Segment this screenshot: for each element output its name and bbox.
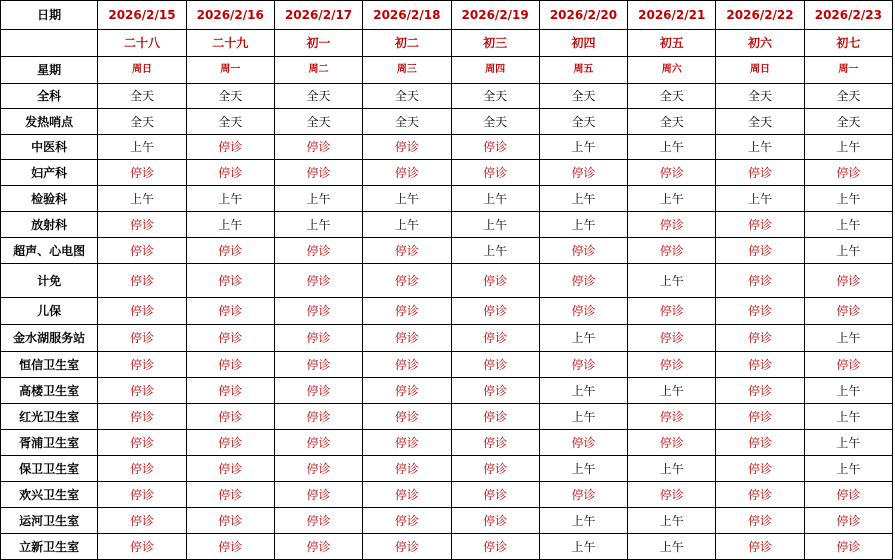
schedule-cell: 停诊 [451,534,539,560]
schedule-cell: 上午 [539,508,627,534]
date-cell: 2026/2/20 [539,1,627,30]
schedule-cell: 停诊 [451,298,539,325]
schedule-cell: 停诊 [716,264,804,298]
dept-name: 发热哨点 [1,109,98,135]
weekday-cell: 周一 [186,57,274,84]
schedule-cell: 停诊 [274,352,362,378]
schedule-cell: 停诊 [804,160,892,186]
lunar-cell: 二十八 [98,30,186,57]
schedule-cell: 停诊 [186,325,274,352]
schedule-cell: 停诊 [186,238,274,264]
schedule-cell: 停诊 [363,378,451,404]
schedule-cell: 上午 [716,186,804,212]
dept-name: 立新卫生室 [1,534,98,560]
schedule-cell: 上午 [186,186,274,212]
schedule-cell: 停诊 [539,298,627,325]
lunar-cell: 初四 [539,30,627,57]
schedule-cell: 停诊 [539,264,627,298]
schedule-cell: 停诊 [451,404,539,430]
schedule-cell: 停诊 [363,135,451,160]
dept-row [1,186,893,212]
dept-name: 欢兴卫生室 [1,482,98,508]
lunar-cell: 初三 [451,30,539,57]
schedule-cell: 停诊 [186,264,274,298]
schedule-cell: 停诊 [804,352,892,378]
schedule-cell: 全天 [274,109,362,135]
schedule-cell: 上午 [274,212,362,238]
schedule-cell: 全天 [363,109,451,135]
schedule-cell: 停诊 [716,325,804,352]
lunar-cell: 初七 [804,30,892,57]
schedule-cell: 停诊 [628,325,716,352]
schedule-cell: 停诊 [716,456,804,482]
schedule-cell: 停诊 [363,404,451,430]
schedule-cell: 全天 [98,84,186,109]
lunar-cell: 初五 [628,30,716,57]
schedule-cell: 停诊 [274,325,362,352]
schedule-cell: 停诊 [186,430,274,456]
schedule-cell: 停诊 [363,160,451,186]
schedule-cell: 停诊 [451,325,539,352]
weekday-cell: 周六 [628,57,716,84]
schedule-cell: 上午 [274,186,362,212]
dept-name: 儿保 [1,298,98,325]
schedule-cell: 停诊 [716,534,804,560]
schedule-cell: 停诊 [363,482,451,508]
weekday-cell: 周日 [716,57,804,84]
schedule-cell: 停诊 [98,325,186,352]
schedule-cell: 上午 [628,264,716,298]
weekday-cell: 周五 [539,57,627,84]
dept-name: 高楼卫生室 [1,378,98,404]
schedule-cell: 停诊 [628,430,716,456]
weekday-cell: 周日 [98,57,186,84]
schedule-cell: 停诊 [451,352,539,378]
schedule-cell: 停诊 [628,298,716,325]
schedule-cell: 停诊 [98,404,186,430]
schedule-cell: 停诊 [274,482,362,508]
schedule-cell: 停诊 [186,456,274,482]
schedule-cell: 上午 [804,212,892,238]
dept-name: 计免 [1,264,98,298]
schedule-cell: 停诊 [186,298,274,325]
schedule-cell: 上午 [628,378,716,404]
dept-row [1,508,893,534]
date-cell: 2026/2/21 [628,1,716,30]
schedule-cell: 停诊 [274,534,362,560]
schedule-cell: 上午 [539,534,627,560]
schedule-cell: 停诊 [539,430,627,456]
schedule-cell: 停诊 [363,352,451,378]
schedule-cell: 停诊 [274,404,362,430]
schedule-cell: 上午 [804,135,892,160]
dept-row [1,352,893,378]
schedule-cell: 停诊 [363,456,451,482]
schedule-cell: 停诊 [186,352,274,378]
dept-row [1,109,893,135]
dept-row [1,378,893,404]
schedule-cell: 上午 [451,212,539,238]
schedule-cell: 上午 [539,135,627,160]
schedule-cell: 全天 [804,84,892,109]
schedule-cell: 停诊 [628,352,716,378]
weekday-cell: 周一 [804,57,892,84]
dept-name: 放射科 [1,212,98,238]
dept-row [1,264,893,298]
schedule-cell: 停诊 [716,160,804,186]
schedule-cell: 停诊 [186,378,274,404]
schedule-cell: 停诊 [363,508,451,534]
weekday-cell: 周三 [363,57,451,84]
schedule-cell: 停诊 [539,238,627,264]
schedule-cell: 停诊 [451,456,539,482]
dept-row [1,212,893,238]
schedule-cell: 停诊 [716,430,804,456]
schedule-cell: 全天 [451,109,539,135]
schedule-cell: 上午 [628,186,716,212]
schedule-cell: 停诊 [628,482,716,508]
schedule-cell: 停诊 [363,534,451,560]
lunar-cell: 初二 [363,30,451,57]
schedule-cell: 停诊 [274,238,362,264]
schedule-cell: 停诊 [98,482,186,508]
schedule-cell: 上午 [628,534,716,560]
schedule-cell: 停诊 [98,456,186,482]
schedule-cell: 停诊 [98,508,186,534]
dept-name: 检验科 [1,186,98,212]
dept-row [1,534,893,560]
schedule-cell: 停诊 [628,238,716,264]
schedule-cell: 上午 [804,456,892,482]
schedule-cell: 停诊 [451,482,539,508]
schedule-cell: 停诊 [628,404,716,430]
schedule-cell: 上午 [186,212,274,238]
schedule-cell: 停诊 [804,482,892,508]
schedule-cell: 全天 [804,109,892,135]
schedule-cell: 上午 [539,186,627,212]
dept-name: 恒信卫生室 [1,352,98,378]
schedule-cell: 停诊 [98,264,186,298]
weekday-row [1,57,893,84]
schedule-cell: 上午 [451,186,539,212]
dept-name: 胥浦卫生室 [1,430,98,456]
schedule-cell: 停诊 [451,378,539,404]
schedule-cell: 全天 [186,109,274,135]
schedule-cell: 停诊 [274,135,362,160]
schedule-cell: 全天 [186,84,274,109]
schedule-cell: 上午 [628,135,716,160]
schedule-cell: 停诊 [186,482,274,508]
date-cell: 2026/2/22 [716,1,804,30]
schedule-cell: 停诊 [716,482,804,508]
date-cell: 2026/2/23 [804,1,892,30]
schedule-cell: 上午 [539,325,627,352]
schedule-cell: 停诊 [186,534,274,560]
schedule-cell: 上午 [363,186,451,212]
dept-row [1,135,893,160]
schedule-cell: 停诊 [363,325,451,352]
schedule-cell: 停诊 [274,264,362,298]
schedule-cell: 停诊 [451,430,539,456]
dept-name: 中医科 [1,135,98,160]
weekday-cell: 周四 [451,57,539,84]
schedule-cell: 上午 [628,508,716,534]
schedule-cell: 停诊 [804,534,892,560]
dept-name: 运河卫生室 [1,508,98,534]
schedule-cell: 停诊 [363,298,451,325]
schedule-cell: 停诊 [363,430,451,456]
weekday-label: 星期 [1,57,98,84]
schedule-cell: 停诊 [98,238,186,264]
schedule-cell: 停诊 [451,508,539,534]
schedule-cell: 全天 [628,109,716,135]
schedule-cell: 停诊 [539,352,627,378]
dept-row [1,325,893,352]
schedule-cell: 全天 [363,84,451,109]
dept-name: 全科 [1,84,98,109]
schedule-cell: 停诊 [451,135,539,160]
lunar-label-empty [1,30,98,57]
dept-row [1,456,893,482]
schedule-cell: 停诊 [274,378,362,404]
schedule-cell: 停诊 [274,456,362,482]
schedule-cell: 停诊 [186,160,274,186]
dept-row [1,404,893,430]
date-cell: 2026/2/17 [274,1,362,30]
schedule-cell: 停诊 [539,482,627,508]
lunar-cell: 初六 [716,30,804,57]
schedule-cell: 全天 [539,109,627,135]
schedule-cell: 全天 [628,84,716,109]
schedule-cell: 停诊 [186,508,274,534]
dept-name: 超声、心电图 [1,238,98,264]
schedule-cell: 停诊 [186,135,274,160]
date-header-label: 日期 [1,1,98,30]
schedule-cell: 停诊 [716,212,804,238]
schedule-cell: 上午 [804,186,892,212]
schedule-cell: 停诊 [716,298,804,325]
schedule-cell: 停诊 [274,160,362,186]
dept-name: 金水湖服务站 [1,325,98,352]
schedule-cell: 全天 [539,84,627,109]
schedule-cell: 停诊 [98,212,186,238]
schedule-cell: 上午 [539,456,627,482]
lunar-cell: 二十九 [186,30,274,57]
schedule-cell: 全天 [716,84,804,109]
schedule-cell: 上午 [363,212,451,238]
dept-row [1,160,893,186]
schedule-cell: 停诊 [451,264,539,298]
dept-row [1,84,893,109]
schedule-cell: 停诊 [539,160,627,186]
schedule-cell: 全天 [274,84,362,109]
lunar-cell: 初一 [274,30,362,57]
schedule-cell: 上午 [804,378,892,404]
schedule-cell: 停诊 [451,160,539,186]
schedule-cell: 停诊 [274,430,362,456]
schedule-cell: 上午 [804,430,892,456]
schedule-cell: 停诊 [804,508,892,534]
lunar-row [1,30,893,57]
weekday-cell: 周二 [274,57,362,84]
schedule-cell: 停诊 [716,508,804,534]
date-cell: 2026/2/19 [451,1,539,30]
schedule-cell: 上午 [98,135,186,160]
schedule-cell: 全天 [716,109,804,135]
schedule-cell: 停诊 [716,238,804,264]
date-row [1,1,893,30]
schedule-cell: 停诊 [98,430,186,456]
schedule-cell: 停诊 [98,298,186,325]
schedule-cell: 上午 [539,212,627,238]
schedule-cell: 全天 [98,109,186,135]
schedule-cell: 停诊 [628,160,716,186]
schedule-cell: 停诊 [804,298,892,325]
schedule-cell: 上午 [804,238,892,264]
schedule-cell: 停诊 [804,264,892,298]
dept-row [1,298,893,325]
date-cell: 2026/2/18 [363,1,451,30]
date-cell: 2026/2/16 [186,1,274,30]
schedule-cell: 上午 [539,378,627,404]
schedule-cell: 上午 [804,404,892,430]
schedule-cell: 停诊 [363,264,451,298]
schedule-cell: 停诊 [716,378,804,404]
schedule-cell: 停诊 [98,160,186,186]
schedule-cell: 停诊 [274,298,362,325]
schedule-cell: 上午 [98,186,186,212]
schedule-cell: 停诊 [98,378,186,404]
schedule-cell: 停诊 [716,404,804,430]
schedule-cell: 上午 [628,456,716,482]
dept-name: 红光卫生室 [1,404,98,430]
schedule-cell: 上午 [716,135,804,160]
dept-name: 保卫卫生室 [1,456,98,482]
schedule-cell: 全天 [451,84,539,109]
schedule-cell: 停诊 [186,404,274,430]
dept-row [1,238,893,264]
schedule-cell: 停诊 [274,508,362,534]
date-cell: 2026/2/15 [98,1,186,30]
schedule-cell: 上午 [451,238,539,264]
schedule-cell: 停诊 [628,212,716,238]
dept-name: 妇产科 [1,160,98,186]
dept-row [1,482,893,508]
dept-row [1,430,893,456]
schedule-cell: 停诊 [716,352,804,378]
schedule-cell: 上午 [539,404,627,430]
schedule-cell: 上午 [804,325,892,352]
schedule-cell: 停诊 [363,238,451,264]
schedule-cell: 停诊 [98,352,186,378]
schedule-cell: 停诊 [98,534,186,560]
